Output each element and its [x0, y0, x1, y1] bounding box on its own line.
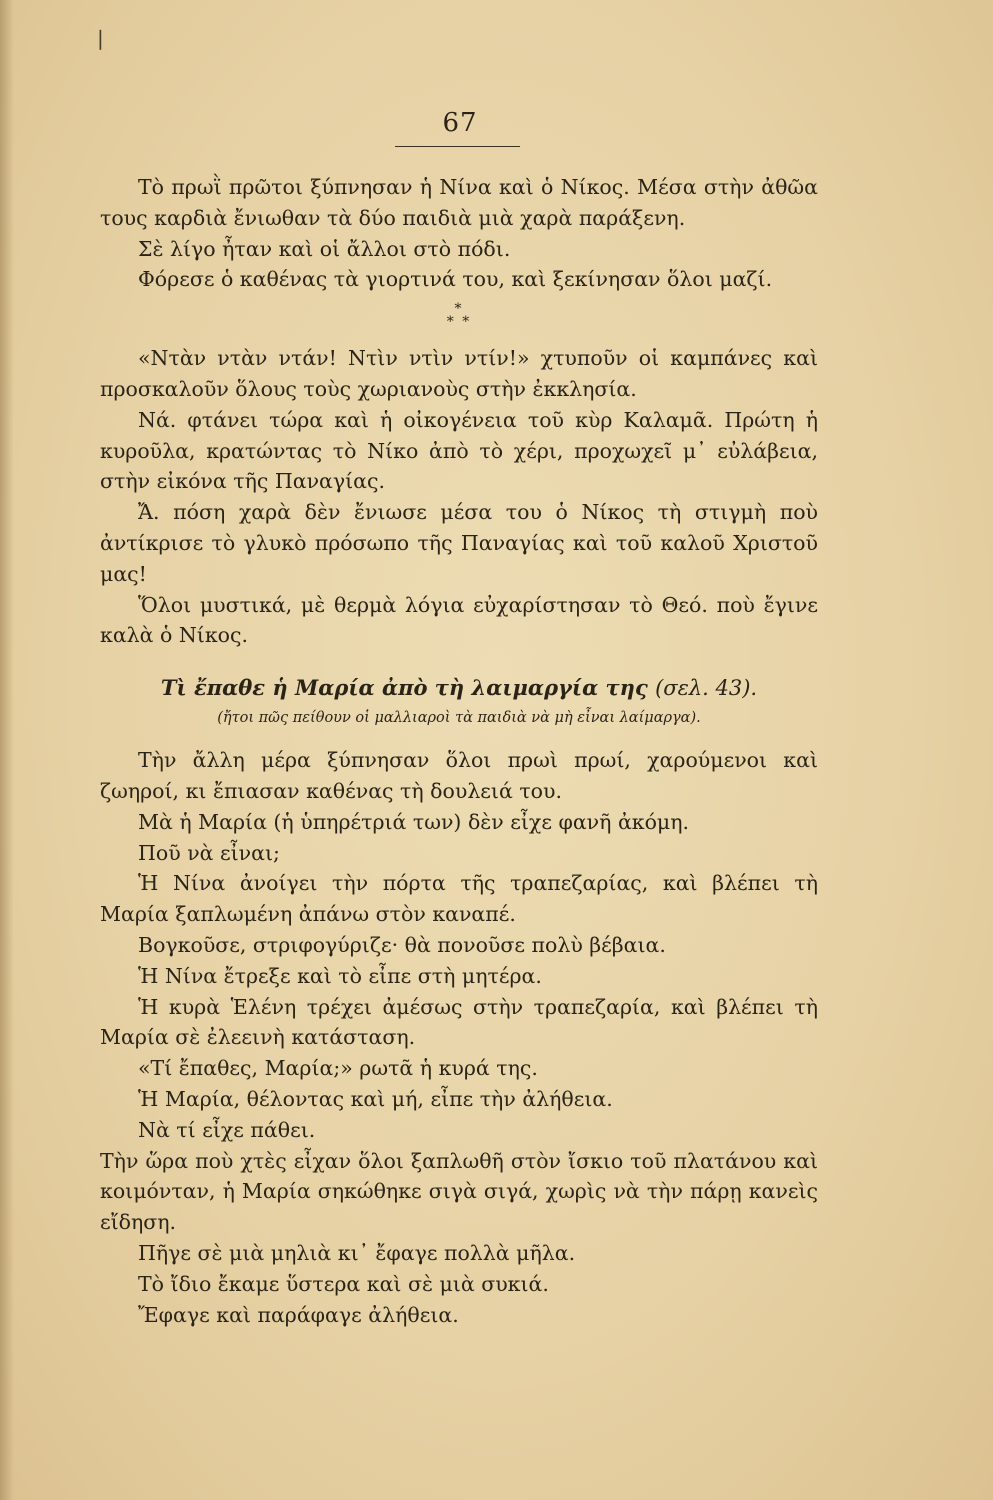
paragraph: Φόρεσε ὁ καθένας τὰ γιορτινά του, καὶ ξεκίνησαν ὅλοι μαζί. — [138, 267, 773, 292]
paragraph: Ἡ κυρὰ Ἑλένη τρέχει ἀμέσως στὴν τραπεζαρία, καὶ βλέπει τὴ Μαρία σὲ ἐλεεινὴ κατάσταση. — [100, 994, 818, 1050]
paragraph: Ἄ. πόση χαρὰ δὲν ἔνιωσε μέσα του ὁ Νίκος τὴ στιγμὴ ποὺ ἀντίκρισε τὸ γλυκὸ πρόσωπο τῆς Παναγίας καὶ τοῦ καλοῦ Χριστοῦ μας! — [100, 500, 818, 586]
paragraph: Μὰ ἡ Μαρία (ἡ ὑπηρέτριά των) δὲν εἶχε φανῆ ἀκόμη. — [138, 809, 690, 834]
paragraph: Τὸ πρωῒ πρῶτοι ξύπνησαν ἡ Νίνα καὶ ὁ Νίκος. Μέσα στὴν ἀθῶα τους καρδιὰ ἔνιωθαν τὰ δύο παιδιὰ μιὰ χαρὰ παράξενη. — [100, 175, 818, 230]
section-separator — [100, 303, 818, 329]
header-rule — [395, 146, 520, 147]
paragraph: Ἔφαγε καὶ παράφαγε ἀλήθεια. — [138, 1302, 459, 1327]
paragraph: Νά. φτάνει τώρα καὶ ἡ οἰκογένεια τοῦ κὺρ Καλαμᾶ. Πρώτη ἡ κυροῦλα, κρατώντας τὸ Νίκο ἀπὸ τὸ χέρι, προχωχεῖ μ᾽ εὐλάβεια, στὴν εἰκόνα τῆς Παναγίας. — [100, 407, 818, 494]
body-text — [100, 172, 818, 1330]
story-title — [100, 673, 818, 703]
paragraph: Τὴν ἄλλη μέρα ξύπνησαν ὅλοι πρωὶ πρωί, χαρούμενοι καὶ ζωηροί, κι ἔπιασαν καθένας τὴ δουλειά του. — [100, 748, 818, 803]
paragraph: Τὸ ἴδιο ἔκαμε ὕστερα καὶ σὲ μιὰ συκιά. — [138, 1271, 549, 1296]
paragraph: Ποῦ νὰ εἶναι; — [138, 840, 280, 865]
paragraph: Ἡ Νίνα ἔτρεξε καὶ τὸ εἶπε στὴ μητέρα. — [138, 963, 542, 988]
paragraph: «Τί ἔπαθες, Μαρία;» ρωτᾶ ἡ κυρά της. — [138, 1056, 538, 1081]
paragraph: «Ντὰν ντὰν ντάν! Ντὶν ντὶν ντίν!» χτυποῦν οἱ καμπάνες καὶ προσκαλοῦν ὅλους τοὺς χωριανοὺς στὴν ἐκκλησία. — [100, 346, 818, 401]
ink-mark: ❘ — [92, 26, 109, 50]
paragraph: Ὅλοι μυστικά, μὲ θερμὰ λόγια εὐχαρίστησαν τὸ Θεό. ποὺ ἔγινε καλὰ ὁ Νίκος. — [100, 592, 818, 648]
separator-top: * — [454, 301, 464, 318]
separator-bottom: * * — [446, 314, 472, 331]
page-number: 67 — [442, 108, 478, 138]
story-title-reference: (σελ. 43). — [655, 676, 758, 701]
paragraph: Σὲ λίγο ἦταν καὶ οἱ ἄλλοι στὸ πόδι. — [138, 236, 511, 261]
paragraph: Ἡ Νίνα ἀνοίγει τὴν πόρτα τῆς τραπεζαρίας, καὶ βλέπει τὴ Μαρία ξαπλωμένη ἀπάνω στὸν καναπέ. — [100, 871, 818, 927]
spine-shadow — [0, 0, 14, 1500]
story-subtitle: (ἤτοι πῶς πείθουν οἱ μαλλιαροὶ τὰ παιδιὰ νὰ μὴ εἶναι λαίμαργα). — [217, 710, 701, 727]
paragraph: Βογκοῦσε, στριφογύριζε· θὰ πονοῦσε πολὺ βέβαια. — [138, 932, 666, 957]
story-title-text: Τὶ ἔπαθε ἡ Μαρία ἀπὸ τὴ λαιμαργία της — [160, 675, 648, 701]
paragraph: Νὰ τί εἶχε πάθει. — [138, 1117, 316, 1142]
paragraph: Τὴν ὥρα ποὺ χτὲς εἶχαν ὅλοι ξαπλωθῆ στὸν ἴσκιο τοῦ πλατάνου καὶ κοιμόνταν, ἡ Μαρία σηκώθηκε σιγὰ σιγά, χωρὶς νὰ τὴν πάρῃ κανεὶς εἴδηση. — [100, 1148, 818, 1235]
paragraph: Ἡ Μαρία, θέλοντας καὶ μή, εἶπε τὴν ἀλήθεια. — [138, 1086, 613, 1111]
paragraph: Πῆγε σὲ μιὰ μηλιὰ κι᾽ ἔφαγε πολλὰ μῆλα. — [138, 1240, 576, 1265]
